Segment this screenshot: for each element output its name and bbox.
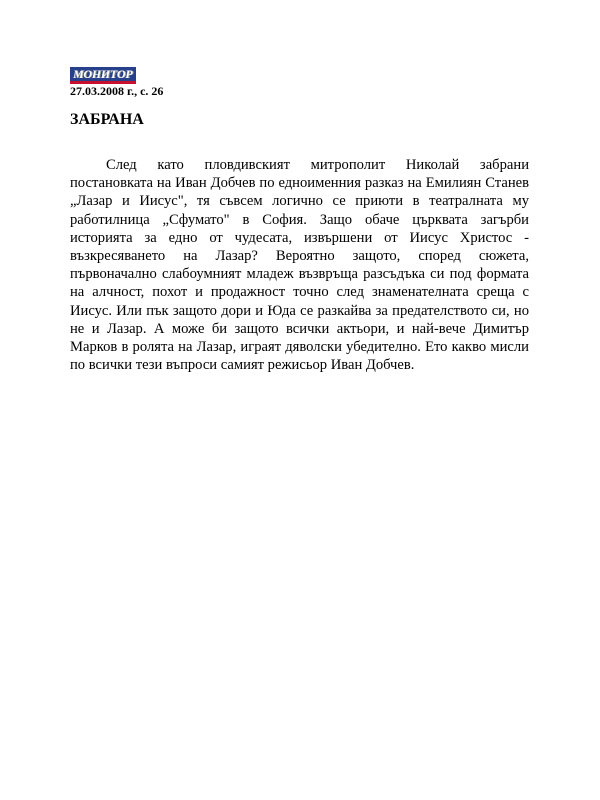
publication-date-line: 27.03.2008 г., с. 26: [70, 84, 164, 98]
monitor-logo: [70, 67, 136, 84]
article-title: ЗАБРАНА: [70, 111, 144, 128]
logo-text: МОНИТОР: [73, 67, 133, 81]
article-body: След като пловдивският митрополит Николай забрани постановката на Иван Добчев по едноименния разказ на Емилиян Станев „Лазар и Иисус", тя съвсем логично се приюти в театралната му работилница „Сфумато" в София. Защо обаче църквата загърби историята за едно от чудесата, извършени от Иисус Христос - възкресяването на Лазар? Вероятно защото, според сюжета, първоначално слабоумният младеж възвръща разсъдъка си под формата на алчност, похот и продажност точно след знаменателната среща с Иисус. Или пък защото дори и Юда се разкайва за предателството си, но не и Лазар. А може би защото всички актьори, и най-вече Димитър Марков в ролята на Лазар, играят дяволски убедително. Ето какво мисли по всички тези въпроси самият режисьор Иван Добчев.: [70, 157, 529, 374]
